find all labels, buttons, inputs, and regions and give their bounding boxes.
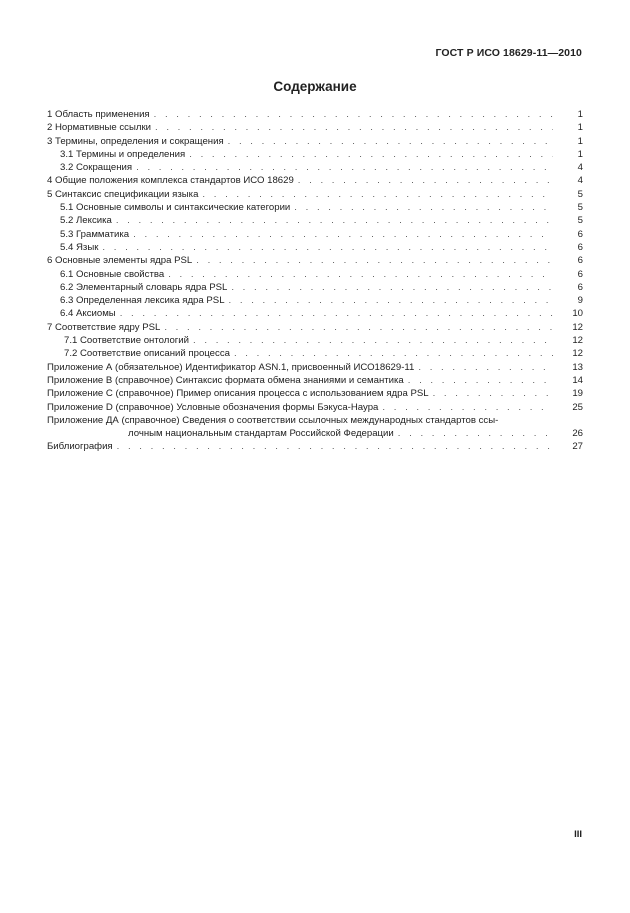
toc-entry[interactable] (47, 108, 583, 121)
toc-entry[interactable] (47, 294, 583, 307)
toc-leader-dots (228, 135, 553, 148)
toc-leader-dots (168, 268, 553, 281)
toc-entry-text: Приложение С (справочное) Пример описания процесса с использованием ядра PSL (47, 388, 429, 400)
toc-entry-page: 19 (572, 388, 583, 400)
toc-entry-text: 5.4 Язык (60, 241, 99, 253)
page-title: Содержание (273, 79, 357, 94)
toc-entry-text: Приложение ДА (справочное) Сведения о соответствии ссылочных международных стандартов ссы- (47, 414, 499, 426)
toc-entry-text: 5.2 Лексика (60, 215, 112, 227)
toc-leader-dots (154, 108, 553, 121)
toc-leader-dots (398, 427, 553, 440)
toc-entry-page: 14 (572, 374, 583, 386)
toc-entry-page: 6 (577, 255, 583, 267)
toc-leader-dots (120, 307, 553, 320)
toc-entry[interactable] (47, 228, 583, 241)
toc-entry-text: 6 Основные элементы ядра PSL (47, 255, 193, 267)
toc-entry[interactable] (47, 201, 583, 214)
toc-entry-text: 5.1 Основные символы и синтаксические категории (60, 202, 291, 214)
toc-leader-dots (433, 387, 553, 400)
toc-entry-page: 1 (577, 135, 583, 147)
toc-entry-text: Приложение А (обязательное) Идентификатор ASN.1, присвоенный ИСО18629-11 (47, 361, 415, 373)
toc-entry-page: 4 (577, 175, 583, 187)
toc-entry-text: 7 Соответствие ядру PSL (47, 321, 161, 333)
toc-entry-text: 4 Общие положения комплекса стандартов ИСО 18629 (47, 175, 294, 187)
toc-leader-dots (117, 440, 553, 453)
toc-entry-text: 5.3 Грамматика (60, 228, 130, 240)
toc-entry[interactable] (47, 241, 583, 254)
toc-entry-page: 1 (577, 122, 583, 134)
toc-leader-dots (164, 321, 553, 334)
toc-entry[interactable] (47, 307, 583, 320)
toc-leader-dots (418, 361, 553, 374)
toc-entry-text: Приложение D (справочное) Условные обозначения формы Бэкуса-Наура (47, 401, 379, 413)
toc-entry-text: 3.2 Сокращения (60, 162, 133, 174)
toc-leader-dots (234, 347, 553, 360)
toc-entry[interactable] (47, 214, 583, 227)
toc-entry-page: 5 (577, 202, 583, 214)
toc-entry-page: 1 (577, 109, 583, 120)
toc-entry-page: 9 (577, 295, 583, 307)
toc-leader-dots (294, 201, 553, 214)
toc-entry-page: 6 (577, 268, 583, 280)
toc-entry-annex-da[interactable] (47, 414, 583, 441)
toc-leader-dots (136, 161, 553, 174)
toc-entry[interactable] (47, 281, 583, 294)
toc-entry-page: 6 (577, 281, 583, 293)
toc-entry-text: 6.1 Основные свойства (60, 268, 165, 280)
toc-entry-text: 6.3 Определенная лексика ядра PSL (60, 295, 225, 307)
toc-entry-page: 6 (577, 228, 583, 240)
table-of-contents (47, 108, 583, 454)
toc-entry[interactable] (47, 268, 583, 281)
toc-entry-bibliography[interactable] (47, 440, 583, 453)
toc-entry[interactable] (47, 254, 583, 267)
toc-entry-text: 3.1 Термины и определения (60, 148, 186, 160)
toc-entry[interactable] (47, 174, 583, 187)
toc-entry[interactable] (47, 121, 583, 134)
toc-entry-text: 7.2 Соответствие описаний процесса (64, 348, 230, 360)
toc-leader-dots (189, 148, 553, 161)
toc-entry[interactable] (47, 161, 583, 174)
toc-leader-dots (102, 241, 553, 254)
toc-entry-page: 27 (572, 441, 583, 453)
toc-entry[interactable] (47, 387, 583, 400)
toc-entry[interactable] (47, 321, 583, 334)
toc-entry-text-continued: лочным национальным стандартам Российской Федерации (128, 428, 394, 440)
toc-leader-dots (298, 174, 553, 187)
toc-entry[interactable] (47, 347, 583, 360)
toc-leader-dots (196, 254, 553, 267)
toc-leader-dots (133, 228, 553, 241)
toc-entry-page: 25 (572, 401, 583, 413)
toc-entry-page: 12 (572, 321, 583, 333)
toc-entry-text: 6.2 Элементарный словарь ядра PSL (60, 281, 228, 293)
toc-entry[interactable] (47, 188, 583, 201)
toc-entry-page: 26 (572, 428, 583, 440)
toc-leader-dots (408, 374, 553, 387)
toc-entry-text: 5 Синтаксис спецификации языка (47, 188, 199, 200)
toc-entry-page: 13 (572, 361, 583, 373)
toc-entry[interactable] (47, 361, 583, 374)
toc-entry-text: 1 Область применения (47, 109, 150, 120)
toc-entry-text: 2 Нормативные ссылки (47, 122, 152, 134)
document-code: ГОСТ Р ИСО 18629-11—2010 (435, 47, 582, 59)
toc-leader-dots (231, 281, 553, 294)
toc-entry[interactable] (47, 135, 583, 148)
toc-entry-page: 4 (577, 162, 583, 174)
toc-entry-text: 7.1 Соответствие онтологий (64, 335, 190, 347)
toc-leader-dots (155, 121, 553, 134)
toc-entry[interactable] (47, 401, 583, 414)
toc-entry-page: 5 (577, 188, 583, 200)
toc-entry-page: 12 (572, 348, 583, 360)
toc-entry-page: 6 (577, 241, 583, 253)
toc-entry[interactable] (47, 374, 583, 387)
toc-entry-page: 10 (572, 308, 583, 320)
toc-leader-dots (116, 214, 553, 227)
toc-entry[interactable] (47, 148, 583, 161)
toc-entry[interactable] (47, 334, 583, 347)
toc-entry-page: 1 (577, 148, 583, 160)
toc-leader-dots (229, 294, 553, 307)
toc-leader-dots (382, 401, 553, 414)
toc-leader-dots (202, 188, 553, 201)
toc-entry-text: Приложение В (справочное) Синтаксис формата обмена знаниями и семантика (47, 374, 404, 386)
toc-entry-text: Библиография (47, 441, 113, 453)
toc-leader-dots (193, 334, 553, 347)
toc-entry-text: 3 Термины, определения и сокращения (47, 135, 224, 147)
toc-entry-page: 5 (577, 215, 583, 227)
toc-entry-text: 6.4 Аксиомы (60, 308, 116, 320)
page-number: III (574, 829, 582, 840)
toc-entry-page: 12 (572, 335, 583, 347)
